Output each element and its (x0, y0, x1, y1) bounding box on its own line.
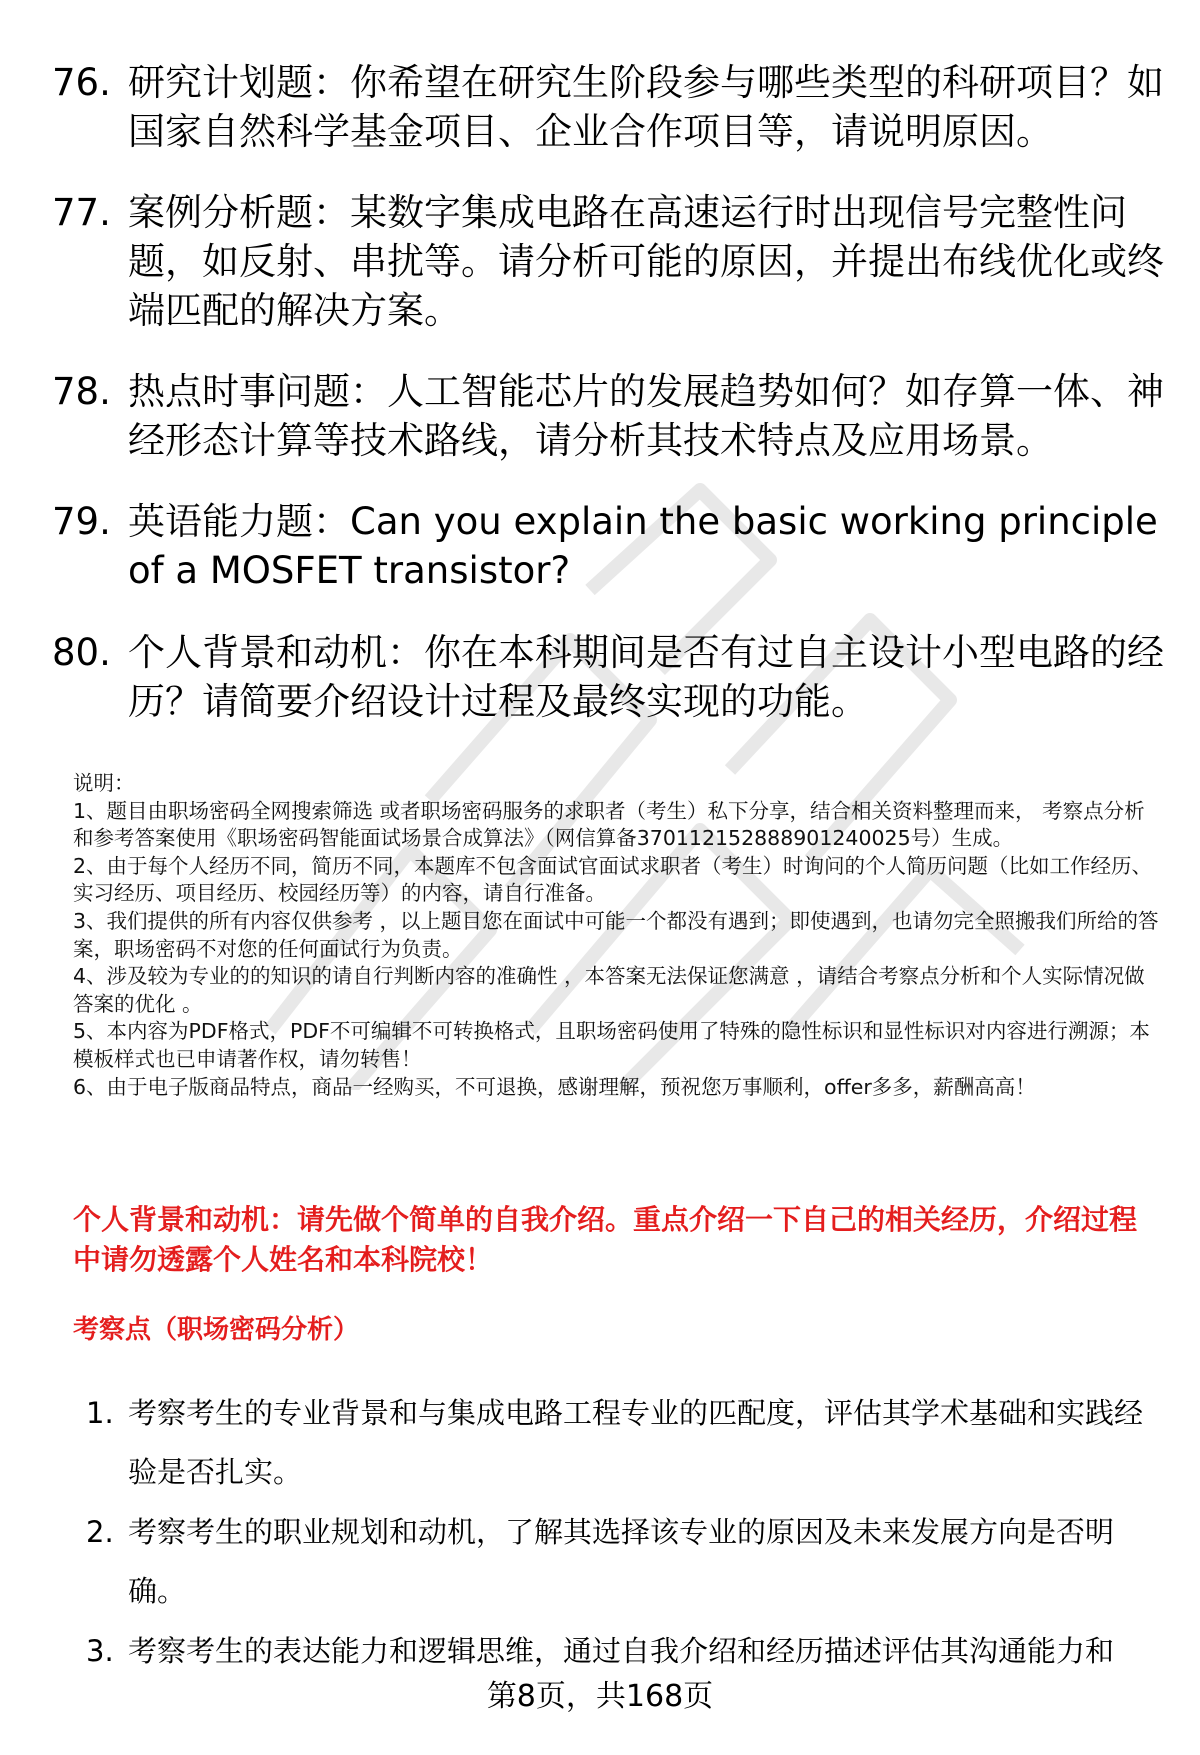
analysis-heading: 考察点（职场密码分析） (73, 1315, 360, 1345)
notes-section (73, 770, 1163, 1101)
question-number: 78. (52, 370, 111, 413)
question-number: 76. (52, 61, 111, 104)
analysis-item-3 (86, 1622, 1166, 1681)
question-text: 英语能力题：Can you explain the basic working principle of a MOSFET transistor? (128, 500, 1158, 592)
analysis-item-number: 3. (86, 1634, 114, 1668)
note-item: 1、题目由职场密码全网搜索筛选 或者职场密码服务的求职者（考生）私下分享，结合相关资料整理而来， 考察点分析和参考答案使用《职场密码智能面试场景合成算法》（网信算备370112152888901240025号）生成。 (73, 798, 1145, 851)
note-item: 4、涉及较为专业的的知识的请自行判断内容的准确性 ，本答案无法保证您满意 ，请结合考察点分析和个人实际情况做答案的优化 。 (73, 964, 1145, 1016)
note-item: 6、由于电子版商品特点，商品一经购买，不可退换，感谢理解，预祝您万事顺利，offer多多，薪酬高高！ (73, 1074, 1036, 1099)
question-text: 案例分析题：某数字集成电路在高速运行时出现信号完整性问题，如反射、串扰等。请分析可能的原因，并提出布线优化或终端匹配的解决方案。 (128, 191, 1164, 332)
note-item: 5、本内容为PDF格式，PDF不可编辑不可转换格式，且职场密码使用了特殊的隐性标识和显性标识对内容进行溯源；本模板样式也已申请著作权，请勿转售！ (73, 1019, 1150, 1071)
note-item: 2、由于每个人经历不同，简历不同，本题库不包含面试官面试求职者（考生）时询问的个人简历问题（比如工作经历、实习经历、项目经历、校园经历等）的内容，请自行准备。 (73, 853, 1153, 906)
analysis-item-number: 1. (86, 1396, 114, 1430)
background-question-heading: 个人背景和动机：请先做个简单的自我介绍。重点介绍一下自己的相关经历，介绍过程中请勿透露个人姓名和本科院校！ (73, 1203, 1138, 1276)
question-text: 研究计划题：你希望在研究生阶段参与哪些类型的科研项目？如国家自然科学基金项目、企业合作项目等，请说明原因。 (128, 61, 1164, 153)
analysis-item-text: 考察考生的专业背景和与集成电路工程专业的匹配度，评估其学术基础和实践经验是否扎实。 (128, 1396, 1144, 1489)
question-number: 77. (52, 191, 111, 234)
note-item: 3、我们提供的所有内容仅供参考 ，以上题目您在面试中可能一个都没有遇到；即使遇到，也请勿完全照搬我们所给的答案，职场密码不对您的任何面试行为负责。 (73, 908, 1159, 961)
question-number: 79. (52, 500, 111, 543)
question-number: 80. (52, 631, 111, 674)
question-text: 个人背景和动机：你在本科期间是否有过自主设计小型电路的经历？请简要介绍设计过程及最终实现的功能。 (128, 631, 1164, 723)
question-text: 热点时事问题：人工智能芯片的发展趋势如何？如存算一体、神经形态计算等技术路线，请分析其技术特点及应用场景。 (128, 370, 1164, 462)
analysis-item-number: 2. (86, 1515, 114, 1549)
page-footer: 第8页，共168页 (486, 1679, 714, 1714)
notes-title: 说明： (73, 771, 135, 795)
analysis-item-text: 考察考生的表达能力和逻辑思维，通过自我介绍和经历描述评估其沟通能力和 (128, 1634, 1115, 1668)
analysis-item-text: 考察考生的职业规划和动机，了解其选择该专业的原因及未来发展方向是否明确。 (128, 1515, 1115, 1608)
